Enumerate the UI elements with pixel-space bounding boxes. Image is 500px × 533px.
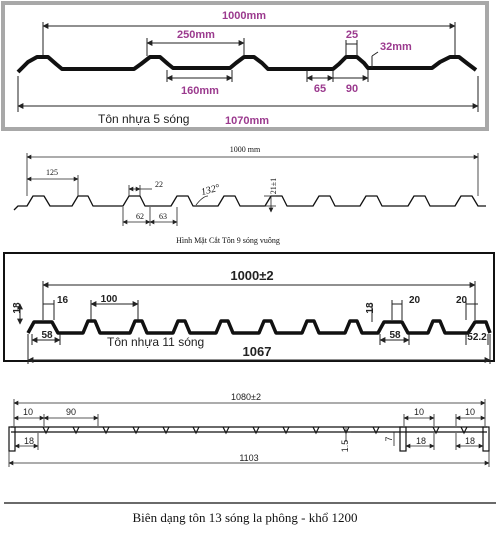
dim-13wave-18-left: 18 [23,436,35,446]
dim-5wave-valley: 160mm [181,85,219,97]
dim-13wave-10-left: 10 [22,407,34,417]
dim-11wave-58-left: 58 [41,330,53,341]
panel-13-wave-ceiling [4,392,496,525]
caption-5-wave: Tôn nhựa 5 sóng [98,112,190,126]
caption-11-wave: Tôn nhựa 11 sóng [107,335,205,349]
flange-left [9,427,15,451]
dim-11wave-20a: 20 [409,295,421,306]
dim-13wave-thickness: 1.5 [340,439,350,453]
dim-11wave-52-2: 52.2 [467,332,487,343]
flange-right [483,427,489,451]
dim-5wave-65: 65 [313,83,327,95]
dim-9wave-total: 1000 mm [229,145,261,154]
dim-5wave-total: 1000mm [221,10,267,22]
dim-13wave-10-mid: 10 [413,407,425,417]
caption-13-wave: Biên dạng tôn 13 sóng la phông - khổ 1200 [132,510,358,525]
panel-9-square-wave [14,145,486,245]
dim-13wave-18-right: 18 [464,436,476,446]
dim-5wave-height: 32mm [380,41,412,53]
dim-5wave-crest: 25 [345,29,359,41]
dim-9wave-63: 63 [159,212,167,221]
dim-9wave-angle: 132° [199,182,222,199]
dim-11wave-100: 100 [100,294,118,305]
dim-13wave-90: 90 [65,407,77,417]
dim-11wave-18-left: 18 [12,302,23,314]
dim-13wave-7: 7 [384,436,394,442]
dim-9wave-62: 62 [136,212,144,221]
profile-9-square-wave [14,196,486,210]
dim-11wave-width: 1067 [242,344,272,359]
dim-13wave-18-mid: 18 [415,436,427,446]
flange-overlap [400,427,406,451]
dim-11wave-total: 1000±2 [230,268,274,283]
dim-11wave-16: 16 [57,295,69,306]
dim-11wave-20b: 20 [456,295,468,306]
dim-5wave-pitch: 250mm [177,29,215,41]
dim-5wave-90: 90 [345,83,359,95]
dim-13wave-total: 1080±2 [231,392,261,402]
dim-5wave-width: 1070mm [224,115,270,127]
dim-9wave-125: 125 [46,168,58,177]
profile-11-wave [28,321,490,333]
profile-5-wave [18,57,476,72]
dim-9wave-22: 22 [155,180,163,189]
panel-11-wave [4,253,494,364]
caption-9-square-wave: Hình Mặt Cắt Tôn 9 sóng vuông [176,236,280,245]
dim-9wave-height: 21±1 [269,177,278,195]
dim-11wave-18-right: 18 [365,302,376,314]
dim-11wave-58-right: 58 [389,330,401,341]
dim-13wave-10-right: 10 [464,407,476,417]
dim-13wave-width: 1103 [239,453,259,463]
panel-5-wave [3,3,487,129]
